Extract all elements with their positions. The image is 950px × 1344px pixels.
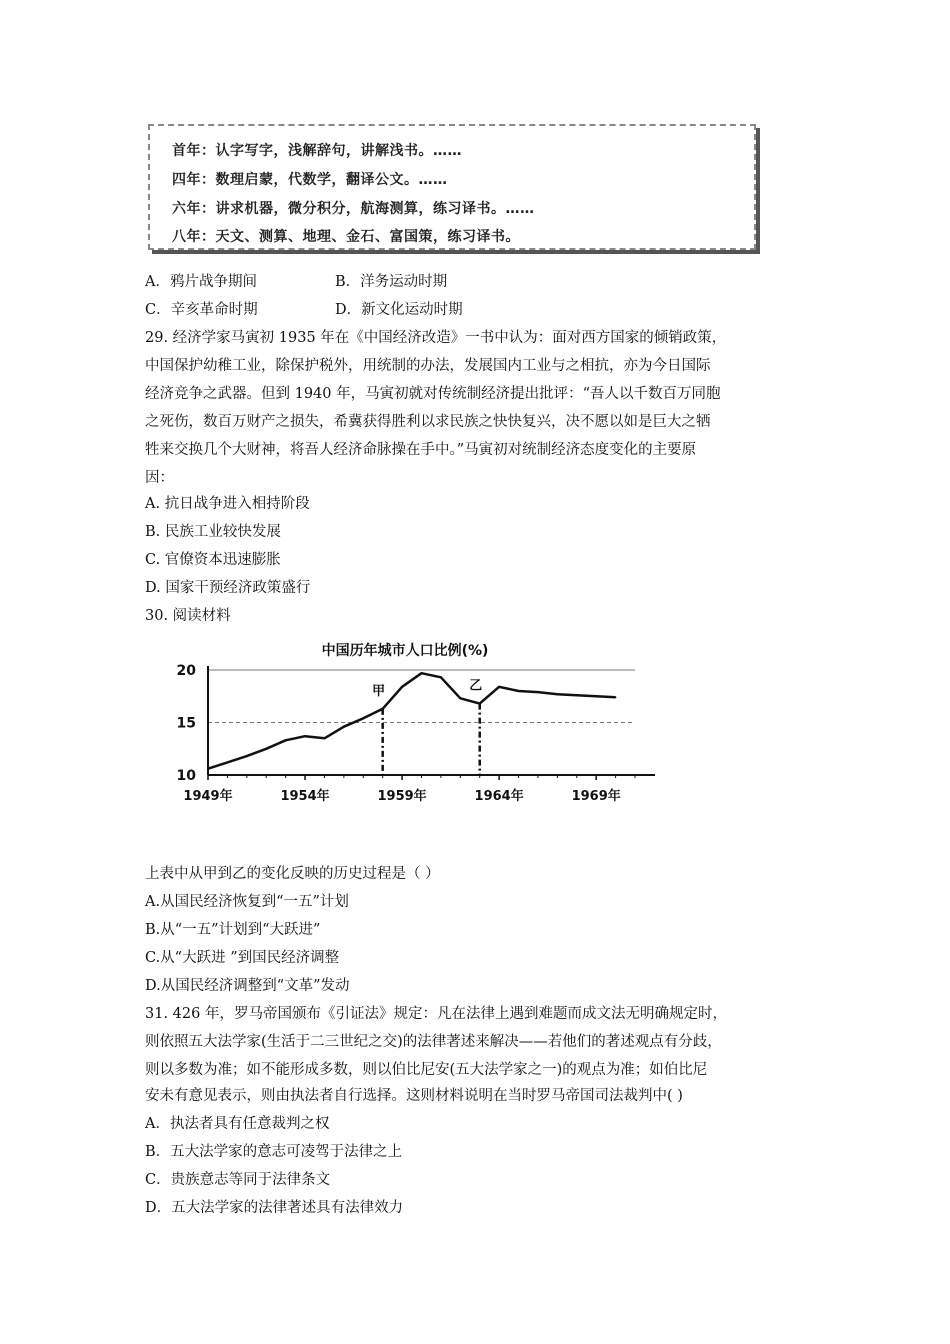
q29-option-d: D. 国家干预经济政策盛行 [145,580,311,596]
data-point [401,686,403,688]
q30-option-d: D.从国民经济调整到“文革”发动 [145,978,350,994]
curriculum-line-1: 首年：认字写字，浅解辞句，讲解浅书。…… [172,143,462,159]
q29-stem-line-3: 经济竞争之武器。但到 1940 年，马寅初就对传统制经济提出批评：“吾人以千数百万同胞 [145,386,721,402]
q28-option-c: C．辛亥革命时期 [145,302,258,318]
q31-option-c: C．贵族意志等同于法律条文 [145,1172,331,1188]
q28-option-a: A．鸦片战争期间 [145,274,257,290]
q31-option-b: B．五大法学家的意志可凌驾于法律之上 [145,1144,403,1160]
q29-stem-line-5: 牲来交换几个大财神，将吾人经济命脉操在手中。”马寅初对统制经济态度变化的主要原 [145,442,697,458]
data-point [576,694,578,696]
data-point [362,718,364,720]
x-tick-label: 1969年 [571,789,621,804]
marker-label: 甲 [372,683,386,699]
curriculum-line-2: 四年：数理启蒙，代数学，翻译公文。…… [172,172,448,188]
data-point [246,755,248,757]
marker-label: 乙 [469,678,483,694]
q30-question: 上表中从甲到乙的变化反映的历史过程是（ ） [145,866,440,882]
q30-option-c: C.从“大跃进 ”到国民经济调整 [145,950,340,966]
curriculum-line-3: 六年：讲求机器，微分积分，航海测算，练习译书。…… [172,201,535,217]
curriculum-box [148,124,756,250]
q28-option-d: D．新文化运动时期 [335,302,463,318]
chart-svg [150,633,720,813]
data-point [595,695,597,697]
x-tick-label: 1949年 [183,789,233,804]
q29-stem-line-1: 29. 经济学家马寅初 1935 年在《中国经济改造》一书中认为：面对西方国家的倾销政策， [145,330,727,346]
data-point [479,703,481,705]
q28-option-b: B．洋务运动时期 [335,274,448,290]
q31-stem-line-4: 安未有意见表示，则由执法者自行选择。这则材料说明在当时罗马帝国司法裁判中( ) [145,1088,683,1104]
chart-title: 中国历年城市人口比例(%) [321,643,489,659]
x-tick-label: 1959年 [377,789,427,804]
x-tick-label: 1954年 [280,789,330,804]
data-point [285,740,287,742]
urban-population-chart [150,633,720,813]
q31-stem-line-3: 则以多数为准；如不能形成多数，则以伯比尼安(五大法学家之一)的观点为准；如伯比尼 [145,1062,708,1078]
q30-option-a: A.从国民经济恢复到“一五”计划 [145,894,349,910]
q29-option-a: A. 抗日战争进入相持阶段 [145,496,310,512]
q30-stem: 30. 阅读材料 [145,608,231,624]
data-point [304,735,306,737]
data-point [498,686,500,688]
data-point [557,693,559,695]
q31-option-d: D．五大法学家的法律著述具有法律效力 [145,1200,404,1216]
q29-option-c: C. 官僚资本迅速膨胀 [145,552,281,568]
data-point [440,677,442,679]
data-point [324,737,326,739]
q31-option-a: A．执法者具有任意裁判之权 [145,1116,330,1132]
x-tick-label: 1964年 [474,789,524,804]
q29-stem-line-2: 中国保护幼稚工业，除保护税外，用统制的办法，发展国内工业与之相抗，亦为今日国际 [145,358,711,374]
q29-option-b: B. 民族工业较快发展 [145,524,281,540]
q31-stem-line-1: 31. 426 年，罗马帝国颁布《引证法》规定：凡在法律上遇到难题而成文法无明确规定时， [145,1006,727,1022]
data-point [265,748,267,750]
q30-option-b: B.从“一五”计划到“大跃进” [145,922,321,938]
curriculum-line-4: 八年：天文、测算、地理、金石、富国策，练习译书。 [172,229,520,245]
data-point [518,690,520,692]
q31-stem-line-2: 则依照五大法学家(生活于二三世纪之交)的法律著述来解决——若他们的著述观点有分歧， [145,1034,722,1050]
y-tick-label: 20 [176,663,196,679]
y-tick-label: 10 [176,768,196,784]
q29-stem-line-6: 因： [145,470,174,486]
data-point [615,697,617,699]
data-point [421,672,423,674]
data-point [460,698,462,700]
data-point [343,726,345,728]
data-point [537,691,539,693]
y-tick-label: 15 [176,715,196,732]
data-point [382,708,384,710]
data-point [207,768,209,770]
data-point [227,762,229,764]
q29-stem-line-4: 之死伤，数百万财产之损失，希冀获得胜利以求民族之快快复兴，决不愿以如是巨大之牺 [145,414,711,430]
